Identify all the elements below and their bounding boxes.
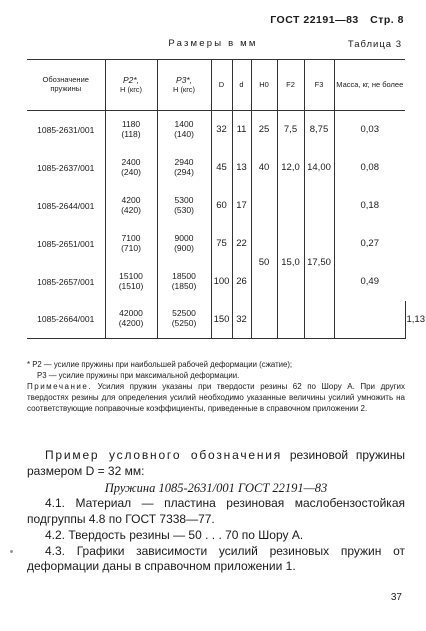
cell-designation: 1085-2657/001 (27, 263, 105, 301)
col-F2: F2 (277, 60, 304, 111)
cell-p2-kgf: (420) (121, 204, 141, 215)
example-intro-rest: резиновой пружины размером D = 32 мм: (27, 448, 405, 478)
cell-p3 (157, 149, 211, 187)
dimensions-caption: Размеры в мм (168, 38, 258, 49)
cell-F3: 14,00 (304, 149, 334, 187)
note-label: Примечание. (27, 382, 93, 391)
example-designation: Пружина 1085-2631/001 ГОСТ 22191—83 (104, 480, 328, 495)
table-row (27, 149, 405, 187)
cell-p2-n: 7100 (121, 232, 141, 243)
cell-designation: 1085-2644/001 (27, 187, 105, 225)
cell-p3-n: 52500 (172, 308, 196, 319)
cell-p3-kgf: (140) (174, 128, 194, 139)
note-text: Усилия пружин указаны при твердости резины 62 по Шору А. При других твердостях резины для определения усилий необходимо указанные величины усилий умножить на соответствующие поправочные коэффициенты, приведенные в справочном приложении 2. (27, 382, 405, 413)
cell-d: 22 (232, 225, 251, 263)
cell-p3 (157, 225, 211, 263)
cell-designation: 1085-2631/001 (27, 111, 105, 149)
cell-D: 32 (211, 111, 232, 149)
table-row (27, 225, 405, 263)
col-designation: Обозначение пружины (27, 60, 105, 111)
cell-p3-kgf: (900) (174, 242, 194, 253)
col-H0: H0 (251, 60, 277, 111)
standard-code: ГОСТ 22191—83 (270, 14, 359, 26)
footnote-p3: P3 — усилие пружины при максимальной деформации. (37, 371, 240, 380)
designation-example (27, 448, 405, 575)
clause-4-3: 4.3. Графики зависимости усилий резиновых пружин от деформации даны в справочном приложении 1. (27, 543, 405, 574)
cell-d: 26 (232, 263, 251, 301)
col-p2 (105, 60, 157, 111)
cell-d: 13 (232, 149, 251, 187)
cell-p2 (105, 149, 157, 187)
cell-p3-n: 1400 (174, 118, 194, 129)
col-p2-label: P2*, (122, 74, 140, 85)
cell-p2-kgf: (1510) (118, 280, 144, 291)
col-p3-label: P3*, (175, 74, 193, 85)
col-p2-unit: Н (кгс) (119, 84, 143, 94)
cell-p2-kgf: (4200) (118, 318, 144, 329)
cell-D: 45 (211, 149, 232, 187)
cell-p3-n: 5300 (174, 194, 194, 205)
cell-mass: 0,08 (334, 149, 405, 187)
cell-p3-n: 9000 (174, 232, 194, 243)
table-note (27, 382, 405, 414)
cell-F3-merged: 17,50 (304, 187, 334, 339)
clause-4-1: 4.1. Материал — пластина резиновая маслобензостойкая подгруппы 4.8 по ГОСТ 7338—77. (27, 496, 405, 526)
cell-designation: 1085-2651/001 (27, 225, 105, 263)
table-row (27, 187, 405, 225)
table-row: 1085-2664/001 42000 (4200) 52500 (5250) 150 32 1,13 (27, 301, 405, 339)
cell-p2-kgf: (710) (121, 242, 141, 253)
cell-designation: 1085-2664/001 (27, 301, 105, 339)
cell-mass: 0,27 (334, 225, 405, 263)
col-d: d (232, 60, 251, 111)
cell-mass: 0,49 (334, 263, 405, 301)
col-p3 (157, 60, 211, 111)
cell-p2-n: 15100 (119, 270, 143, 281)
cell-p2-n: 2400 (121, 156, 141, 167)
example-intro-spaced: Пример условного обозначения (45, 448, 283, 462)
cell-p2-kgf: (240) (121, 166, 141, 177)
clause-4-2: 4.2. Твердость резины — 50 . . . 70 по Шору А. (45, 527, 304, 542)
cell-p3-kgf: (1850) (171, 280, 197, 291)
cell-F2-merged: 15,0 (277, 187, 304, 339)
cell-p2 (105, 301, 157, 339)
table-row (27, 111, 405, 149)
cell-p3-n: 18500 (172, 270, 196, 281)
cell-H0 (334, 301, 405, 339)
footnote-p2: * P2 — усилие пружины при наибольшей рабочей деформации (сжатие); (27, 360, 293, 369)
cell-D: 60 (211, 187, 232, 225)
cell-p3-kgf: (294) (174, 166, 194, 177)
col-D: D (211, 60, 232, 111)
cell-D: 100 (211, 263, 232, 301)
cell-p3-kgf: (5250) (171, 318, 197, 329)
col-mass: Масса, кг, не более (334, 60, 405, 111)
cell-D: 75 (211, 225, 232, 263)
cell-H0: 40 (251, 149, 277, 187)
cell-H0: 25 (251, 111, 277, 149)
cell-p3-n: 2940 (174, 156, 194, 167)
cell-p2-n: 42000 (119, 308, 143, 319)
col-p3-unit: Н (кгс) (172, 84, 196, 94)
scan-speck (10, 550, 13, 553)
cell-p2-n: 4200 (121, 194, 141, 205)
cell-p2-n: 1180 (121, 118, 141, 129)
col-F3: F3 (304, 60, 334, 111)
cell-d: 11 (232, 111, 251, 149)
cell-mass: 0,18 (334, 187, 405, 225)
cell-H0-merged: 50 (251, 187, 277, 339)
cell-p2 (105, 187, 157, 225)
cell-p2 (105, 111, 157, 149)
cell-F2: 7,5 (277, 111, 304, 149)
cell-p2 (105, 225, 157, 263)
page-number: 37 (390, 592, 402, 603)
cell-mass: 0,03 (334, 111, 405, 149)
cell-p3 (157, 187, 211, 225)
page-header (270, 14, 404, 26)
cell-F2: 12,0 (277, 149, 304, 187)
cell-p3 (157, 263, 211, 301)
cell-p3-kgf: (530) (174, 204, 194, 215)
cell-d: 17 (232, 187, 251, 225)
cell-p2 (105, 263, 157, 301)
example-intro (27, 448, 405, 480)
cell-F3: 8,75 (304, 111, 334, 149)
page-label: Стр. 8 (370, 14, 404, 26)
table-header-row (27, 60, 405, 111)
cell-p2-kgf: (118) (121, 128, 141, 139)
cell-p3 (157, 111, 211, 149)
table-number: Таблица 3 (347, 39, 402, 50)
cell-D: 150 (211, 301, 232, 339)
cell-designation: 1085-2637/001 (27, 149, 105, 187)
spring-table (27, 59, 425, 339)
cell-d: 32 (232, 301, 251, 339)
table-row (27, 263, 405, 301)
cell-p3 (157, 301, 211, 339)
